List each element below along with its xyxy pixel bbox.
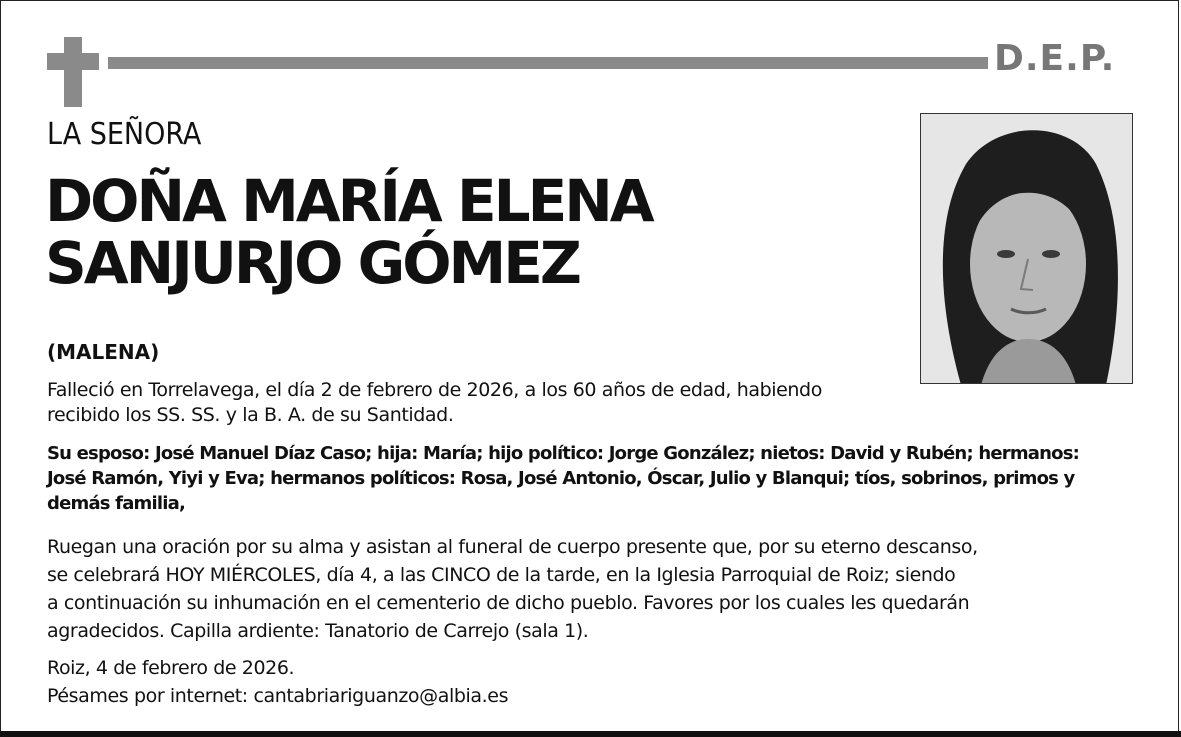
header-rule [108,57,988,69]
family-line2: José Ramón, Yiyi y Eva; hermanos políticos: Rosa, José Antonio, Óscar, Julio y Blanqui; tíos, sobrinos, primos y [47,468,1075,489]
funeral-details [47,533,1137,645]
family-list [47,441,1137,516]
title-la-senora: LA SEÑORA [47,117,202,152]
deceased-nickname: (MALENA) [47,340,160,364]
deceased-name-line1: DOÑA MARÍA ELENA [45,167,652,235]
place-date: Roiz, 4 de febrero de 2026. [47,657,295,679]
portrait-image [921,114,1133,384]
cross-icon-arm [47,53,99,70]
dep-label: D.E.P. [994,38,1116,79]
bottom-border [0,731,1181,737]
family-line3: demás familia, [47,493,186,514]
death-notice [47,378,907,428]
death-notice-line1: Falleció en Torrelavega, el día 2 de febrero de 2026, a los 60 años de edad, habiendo [47,379,822,401]
deceased-name [45,167,905,297]
funeral-line2: se celebrará HOY MIÉRCOLES, día 4, a las CINCO de la tarde, en la Iglesia Parroquial de Roiz; siendo [47,564,956,586]
portrait-photo [920,113,1133,384]
funeral-line4: agradecidos. Capilla ardiente: Tanatorio de Carrejo (sala 1). [47,620,589,642]
death-notice-line2: recibido los SS. SS. y la B. A. de su Santidad. [47,404,454,426]
funeral-line3: a continuación su inhumación en el cementerio de dicho pueblo. Favores por los cuales les quedarán [47,592,970,614]
deceased-name-line2: SANJURJO GÓMEZ [45,229,579,297]
condolences-email: Pésames por internet: cantabriariguanzo@albia.es [47,685,509,707]
family-line1: Su esposo: José Manuel Díaz Caso; hija: María; hijo político: Jorge González; nietos: David y Rubén; hermanos: [47,443,1080,464]
funeral-line1: Ruegan una oración por su alma y asistan al funeral de cuerpo presente que, por su eterno descanso, [47,536,978,558]
cross-icon [64,37,82,107]
